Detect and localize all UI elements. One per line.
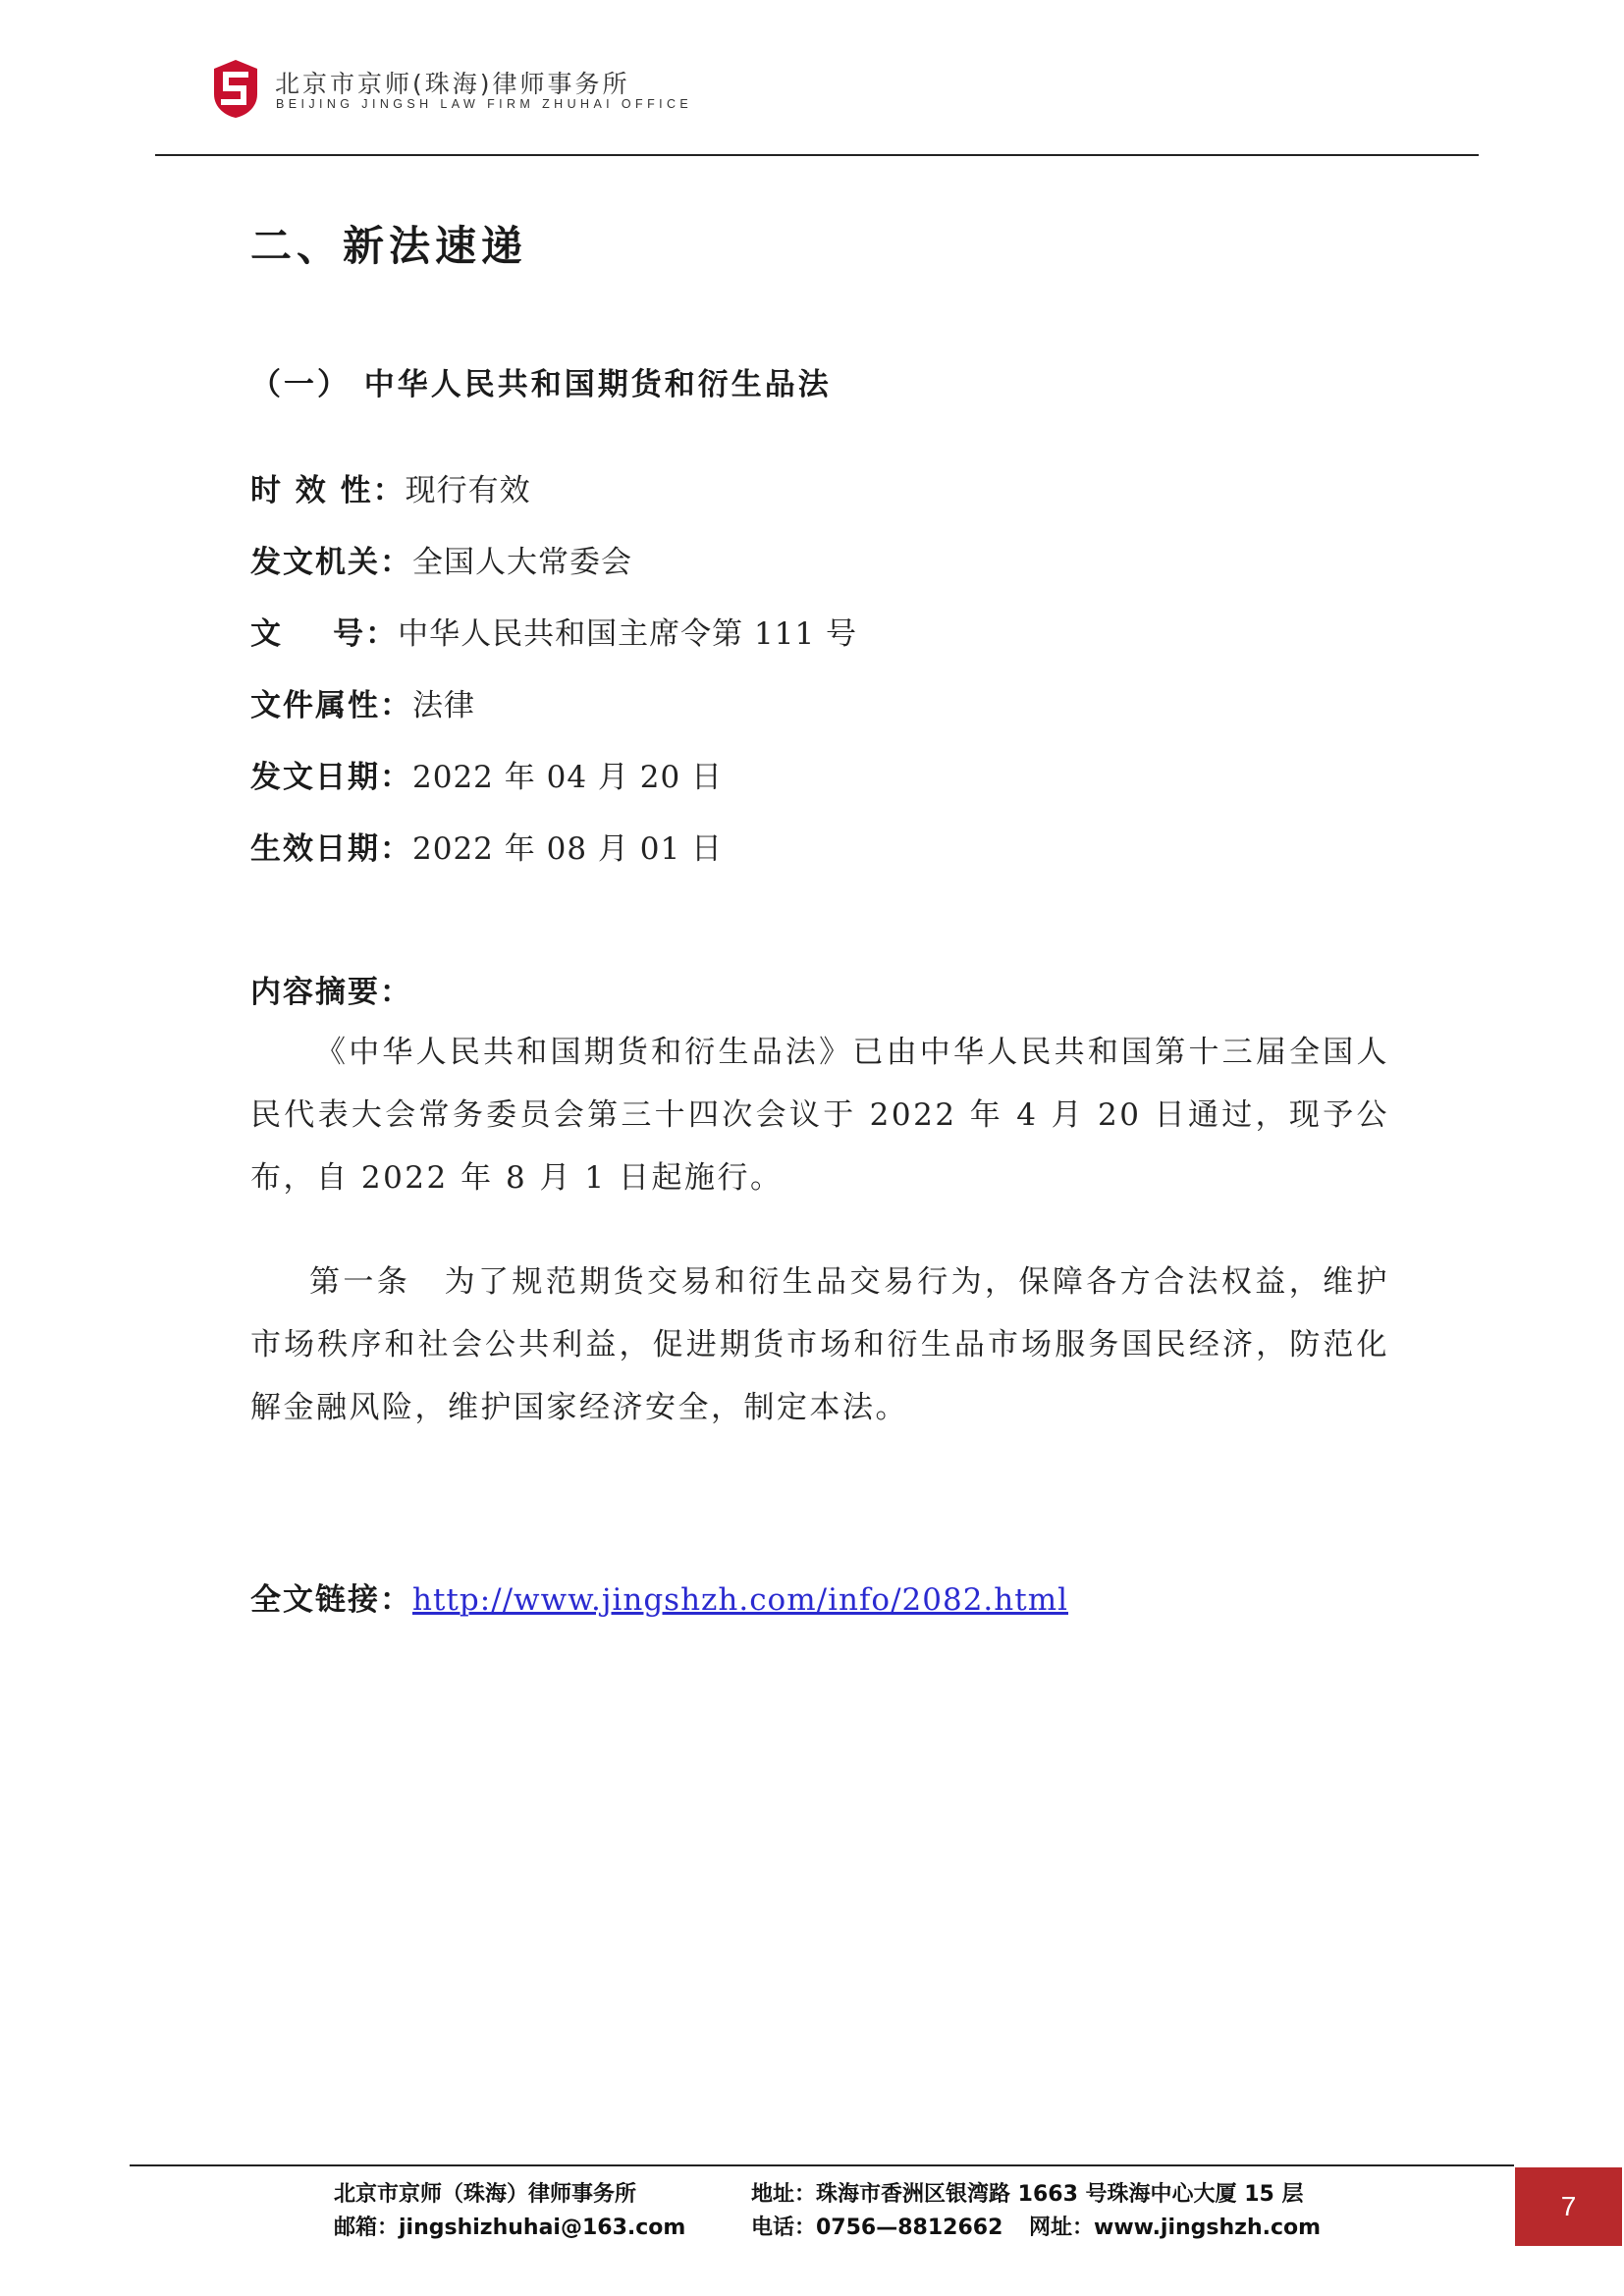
law-title: （一） 中华人民共和国期货和衍生品法	[250, 367, 832, 402]
field-label: 文件属性：	[250, 688, 412, 723]
summary-paragraph: 《中华人民共和国期货和衍生品法》已由中华人民共和国第十三届全国人民代表大会常务委员会第三十四次会议于 2022 年 4 月 20 日通过，现予公布，自 2022 年 8 月 1 日起施行。	[250, 1035, 1389, 1196]
field-issuing-authority	[250, 537, 632, 581]
footer-website: 网址：www.jingshzh.com	[1029, 2216, 1322, 2240]
field-value: 现行有效	[405, 473, 531, 508]
field-label: 文 号：	[250, 616, 399, 652]
field-validity	[250, 465, 531, 509]
field-label: 发文机关：	[250, 545, 412, 580]
header-divider	[155, 154, 1479, 156]
field-issue-date	[250, 752, 723, 796]
summary-heading: 内容摘要：	[250, 975, 412, 1010]
field-label: 生效日期：	[250, 831, 412, 867]
field-effective-date	[250, 824, 723, 868]
full-text-link-row	[250, 1575, 1068, 1619]
article-one-paragraph: 第一条 为了规范期货交易和衍生品交易行为，保障各方合法权益，维护市场秩序和社会公共利益，促进期货市场和衍生品市场服务国民经济，防范化解金融风险，维护国家经济安全，制定本法。	[250, 1264, 1389, 1425]
page-number: 7	[1515, 2167, 1622, 2246]
field-document-type	[250, 680, 475, 724]
full-text-label: 全文链接：	[250, 1582, 412, 1618]
field-value: 2022 年 08 月 01 日	[412, 831, 724, 867]
section-title: 二、新法速递	[250, 222, 528, 270]
footer-address: 地址：珠海市香洲区银湾路 1663 号珠海中心大厦 15 层	[751, 2182, 1304, 2207]
field-value: 全国人大常委会	[412, 545, 632, 580]
field-label: 发文日期：	[250, 760, 412, 795]
field-value: 法律	[412, 688, 475, 723]
footer-divider	[130, 2164, 1514, 2166]
footer-email: 邮箱：jingshizhuhai@163.com	[334, 2216, 686, 2240]
full-text-link[interactable]: http://www.jingshzh.com/info/2082.html	[412, 1582, 1069, 1618]
firm-name-en: BEIJING JINGSH LAW FIRM ZHUHAI OFFICE	[276, 97, 693, 111]
footer-phone: 电话：0756—8812662	[751, 2216, 1003, 2240]
firm-name-cn: 北京市京师(珠海)律师事务所	[275, 70, 630, 98]
field-value: 2022 年 04 月 20 日	[412, 760, 724, 795]
field-document-number	[250, 609, 857, 653]
firm-logo-icon	[208, 57, 263, 120]
field-value: 中华人民共和国主席令第 111 号	[398, 616, 858, 652]
field-label: 时 效 性：	[250, 473, 406, 508]
footer-firm-name: 北京市京师（珠海）律师事务所	[334, 2182, 637, 2207]
